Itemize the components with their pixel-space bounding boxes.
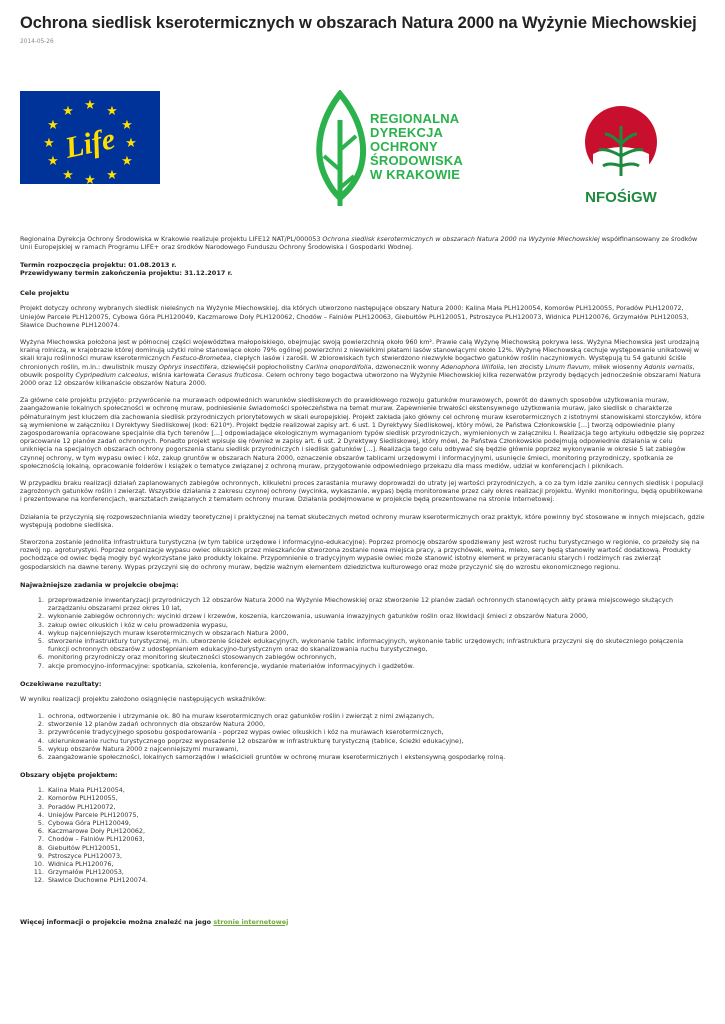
list-item: 6. zaangażowanie społeczności, lokalnych samorządów i właścicieli gruntów w ochronę muraw kserotermicznych i ekstensywną gospodarkę rolną. <box>46 754 706 762</box>
tasks-heading: Najważniejsze zadania w projekcie obejmą: <box>20 580 179 589</box>
areas-list <box>20 787 706 885</box>
svg-text:★: ★ <box>62 104 74 119</box>
list-item: 3. Poradów PLH120072, <box>46 804 706 812</box>
project-website-link[interactable]: stronie internetowej <box>213 917 289 926</box>
list-item: 10. Widnica PLH120076, <box>46 861 706 869</box>
life-logo <box>20 91 160 184</box>
svg-text:★: ★ <box>121 118 133 133</box>
tasks-list <box>20 597 706 671</box>
list-item: 4. Uniejów Parcele PLH120075, <box>46 812 706 820</box>
rdos-line-1: REGIONALNA <box>370 111 460 126</box>
goals-paragraph-3: Za główne cele projektu przyjęto: przywrócenie na murawach odpowiednich warunków siedliskowych do prawidłowego rozwoju gatunków murawowych, powrót do dawnych sposobów użytkowania muraw, zaangażowanie lokalnych społeczności w ochronę muraw, podniesienie świadomości społeczeństwa na temat muraw. Zapewnienie trwałości ekstensywnego użytkowania muraw, jako siedlisk o charakterze półnaturalnym jest kluczem dla zachowania siedlisk przyrodniczych priorytetowych w skali europejskiej. Projekt zakłada jako główny cel ochronę muraw kserotermicznych z istotnymi stanowiskami storczyków, które są wymienione w załączniku I Dyrektywy Siedliskowej (kod: 6210*). Projekt będzie realizował zapisy art. 6 ust. 1 Dyrektywy Siedliskowej, który mówi, że Państwa Członkowskie […] tworzą odpowiednie plany zagospodarowania opracowane specjalnie dla tych terenów […] odpowiadające ekologicznym wymaganiom typów siedlisk przyrodniczych, wymienionych w załączniku I. Realizacja tego artykułu odbędzie się poprzez opracowanie 12 planów zadań ochronnych. Ponadto projekt wpisuje się również w zapisy art. 6 ust. 2 Dyrektywy Siedliskowej, który mówi, że Państwa Członkowskie podejmują odpowiednie działania w celu uniknięcia na specjalnych obszarach ochrony pogorszenia stanu siedlisk przyrodniczych i siedlisk gatunków […]. Realizacja tego celu odbywać się będzie głównie poprzez wykonywanie w okresie 5 lat zabiegów czynnej ochrony, w tym wypasu owiec i kóz, zakup gruntów w obszarach Natura 2000, oznaczenie obszarów tablicami urzędowymi i informacyjnymi, usunięcie śmieci, monitoring przyrodniczy, spotkania ze społecznością lokalną, opracowanie folderów i książek o tematyce związanej z ochroną muraw, przygotowanie odpowiedniego przekazu dla mass mediów, udział w konferencjach i piknikach. <box>20 397 705 470</box>
svg-text:★: ★ <box>43 136 55 151</box>
list-item: 2. Komorów PLH120055, <box>46 795 706 803</box>
svg-text:★: ★ <box>84 98 96 113</box>
svg-text:★: ★ <box>121 154 133 169</box>
list-item: 9. Pstroszyce PLH120073, <box>46 853 706 861</box>
life-wordmark: Life <box>62 122 118 165</box>
results-intro: W wyniku realizacji projektu założono osiągnięcie następujących wskaźników: <box>20 695 266 703</box>
svg-text:★: ★ <box>84 173 96 184</box>
svg-text:★: ★ <box>106 104 118 119</box>
rdos-logo <box>310 90 470 208</box>
list-item: 4. ukierunkowanie ruchu turystycznego poprzez wyposażenie 12 obszarów w infrastrukturę turystyczną (tablice, ścieżki edukacyjne), <box>46 738 706 746</box>
svg-text:★: ★ <box>47 118 59 133</box>
list-item: 5. Cybowa Góra PLH120049, <box>46 820 706 828</box>
rdos-line-2: DYREKCJA <box>370 125 444 140</box>
goals-heading: Cele projektu <box>20 289 70 298</box>
goals-paragraph-4: W przypadku braku realizacji działań zaplanowanych zabiegów ochronnych, kilkuletni proces zarastania murawy doprowadzi do utraty jej wartości przyrodniczych, a co za tym idzie zaniku cennych siedlisk i populacji zagrożonych gatunków roślin i zwierząt. Wszystkie działania z zakresu czynnej ochrony (wycinka, wykaszanie, wypas) będą monitorowane przez cały okres realizacji projektu. Wyniki monitoringu, będą opublikowane i prezentowane na konferencjach, warsztatach związanych z tematem ochrony muraw. Działania podejmowane w projekcie będą prezentowane na stronie internetowej. <box>20 480 704 504</box>
nfos-logo <box>581 104 661 208</box>
leaf-icon <box>310 90 370 208</box>
list-item: 3. zakup owiec olkuskich i kóz w celu prowadzenia wypasu, <box>46 622 706 630</box>
svg-text:★: ★ <box>125 136 137 151</box>
results-list <box>20 713 706 762</box>
list-item: 12. Sławice Duchowne PLH120074. <box>46 877 706 885</box>
page-title: Ochrona siedlisk kserotermicznych w obszarach Natura 2000 na Wyżynie Miechowskiej <box>20 14 697 32</box>
list-item: 2. wykonanie zabiegów ochronnych: wycinki drzew i krzewów, koszenia, karczowania, usuwania inwazyjnych gatunków roślin oraz likwidacji śmieci z obszarów Natura 2000, <box>46 613 706 621</box>
goals-paragraph-2: Wyżyna Miechowska położona jest w północnej części województwa małopolskiego, obejmując swoją powierzchnią około 960 km². Prawie całą Wyżynę Miechowską pokrywa less. Wyżyna Miechowska jest urodzajną krainą rolniczą, w krajobrazie której dominują użytki rolne stanowiące około 79% ogólnej powierzchni z niewielkimi płatami lasów stanowiącymi około 12%. Wyżynę Miechowską cechuje występowanie unikatowej w skali kraju roślinności muraw kserotermicznych Festuco-Brometea, ciepłych lasów i zarośli. W zbiorowiskach tych stwierdzono niezwykłe bogactwo gatunków roślin naczyniowych. Występują tu 54 gatunki ściśle chronionych roślin, m.in.: dwulistnik muszy Ophrys insectifera, dziewięćsił popłocholistny Carlina onopordifolia, dzwonecznik wonny Adenophora liliifolia, len złocisty Linum flavum, miłek wiosenny Adonis vernalis, obuwik pospolity Cypripedium calceolus, wiśnia karłowata Cerasus fruticosa. Celem ochrony tego bogactwa utworzono na Wyżynie Miechowskiej kilka rezerwatów przyrody będących jednocześnie obszarami Natura 2000 oraz 12 obszarów kilkanaście obszarów Natura 2000. <box>20 339 701 388</box>
rdos-line-3: OCHRONY <box>370 139 438 154</box>
article <box>20 14 706 934</box>
nfos-wordmark: NFOŚiGW <box>585 189 657 206</box>
list-item: 11. Grzymałów PLH120053, <box>46 869 706 877</box>
publish-date: 2014-05-26 <box>20 39 54 45</box>
project-start: Termin rozpoczęcia projektu: 01.08.2013 r. <box>20 261 177 270</box>
list-item: 1. Kalina Mała PLH120054, <box>46 787 706 795</box>
list-item: 7. Chodów – Falniów PLH120063, <box>46 836 706 844</box>
list-item: 8. Giebułtów PLH120051, <box>46 845 706 853</box>
logo-row <box>20 49 706 204</box>
list-item: 6. Kaczmarowe Doły PLH120062, <box>46 828 706 836</box>
list-item: 5. stworzenie infrastruktury turystycznej, m.in. utworzenie ścieżek edukacyjnych, wykonanie tablic informacyjnych, wykonanie tablic urzędowych; infrastruktura przyczyni się do skuteczniego połączenia funkcji ochronnych obszarów z udostępnianiem edukacyjno-turystycznym oraz do skanalizowania ruchu turystycznego, <box>46 638 706 654</box>
list-item: 3. przywrócenie tradycyjnego sposobu gospodarowania - poprzez wypas owiec olkuskich i kóz na murawach kserotermicznych, <box>46 729 706 737</box>
areas-heading: Obszary objęte projektem: <box>20 771 118 780</box>
project-end: Przewidywany termin zakończenia projektu: 31.12.2017 r. <box>20 269 233 278</box>
list-item: 4. wykup najcenniejszych muraw kserotermicznych w obszarach Natura 2000, <box>46 630 706 638</box>
list-item: 7. akcje promocyjno-informacyjne: spotkania, szkolenia, konferencje, wydanie materiałów informacyjnych i gadżetów. <box>46 663 706 671</box>
rdos-line-4: ŚRODOWISKA <box>370 153 463 168</box>
goals-paragraph-6: Stworzona zostanie jednolita infrastruktura turystyczna (w tym tablice urzędowe i informacyjno-edukacyjne). Poprzez promocję obszarów spodziewany jest wzrost ruchu turystycznego w regionie, co przełoży się na rozwój np. agroturystyki. Poprzez organizacje wypasu owiec olkuskich przez mieszkańców stworzona zostanie nowa miejsca pracy, a przychówek, wełna, mleko, sery będą stanowiły wartość dodatkową. Produkty pochodzące od owiec będą mogły być wykorzystane jako produkty lokalne. Przypomnienie o tradycyjnym wypasie owiec może stanowić istotny element w przywracaniu starych i rodzimych ras zwierząt gospodarskich na dawne tereny. Wypas przyczyni się do ochrony muraw, będzie ważnym elementem dziedzictwa kulturowego oraz może przyczynić się do wzrostu ekonomicznego regionu. <box>20 539 700 571</box>
results-heading: Oczekiwane rezultaty: <box>20 679 102 688</box>
intro-paragraph: Regionalna Dyrekcja Ochrony Środowiska w Krakowie realizuje projektu LIFE12 NAT/PL/000053 Ochrona siedlisk kserotermicznych w obszarach Natura 2000 na Wyżynie Miechowskiej współfinansowany ze środków Unii Europejskiej w ramach Programu LIFE+ oraz środków Narodowego Funduszu Ochrony Środowiska i Gospodarki Wodnej. <box>20 236 698 252</box>
footer-note: Więcej informacji o projekcie można znaleźć na jego stronie internetowej <box>20 917 289 926</box>
rdos-line-5: W KRAKOWIE <box>370 167 461 182</box>
list-item: 1. przeprowadzenie inwentaryzacji przyrodniczych 12 obszarów Natura 2000 na Wyżynie Miechowskiej oraz stworzenie 12 planów zadań ochronnych stanowiących akty prawa miejscowego służących zarządzaniu obszarami przez okres 10 lat, <box>46 597 706 613</box>
svg-text:★: ★ <box>62 168 74 183</box>
goals-paragraph-1: Projekt dotyczy ochrony wybranych siedlisk nieleśnych na Wyżynie Miechowskiej, dla których utworzono następujące obszary Natura 2000: Kalina Mała PLH120054, Komorów PLH120055, Poradów PLH120072, Uniejów Parcele PLH120075, Cybowa Góra PLH120049, Kaczmarowe Doły PLH120062, Chodów – Falniów PLH120063, Giebułtów PLH120051, Pstroszyce PLH120073, Widnica PLH120076, Grzymałów PLH120053, Sławice Duchowne PLH120074. <box>20 305 689 329</box>
goals-paragraph-5: Działania te przyczynią się rozpowszechniania wiedzy teoretycznej i praktycznej na temat skutecznych metod ochrony muraw kserotermicznych oraz praktyk, które powinny być stosowane w innych miejscach, gdzie występują podobne siedliska. <box>20 513 705 529</box>
svg-text:★: ★ <box>47 154 59 169</box>
list-item: 2. stworzenie 12 planów zadań ochronnych dla obszarów Natura 2000, <box>46 721 706 729</box>
list-item: 5. wykup obszarów Natura 2000 z najcenniejszymi murawami, <box>46 746 706 754</box>
svg-text:★: ★ <box>106 168 118 183</box>
list-item: 6. monitoring przyrodniczy oraz monitoring skuteczności stosowanych zabiegów ochronnych, <box>46 654 706 662</box>
list-item: 1. ochrona, odtworzenie i utrzymanie ok. 80 ha muraw kserotermicznych oraz gatunków roślin i zwierząt z nimi związanych, <box>46 713 706 721</box>
